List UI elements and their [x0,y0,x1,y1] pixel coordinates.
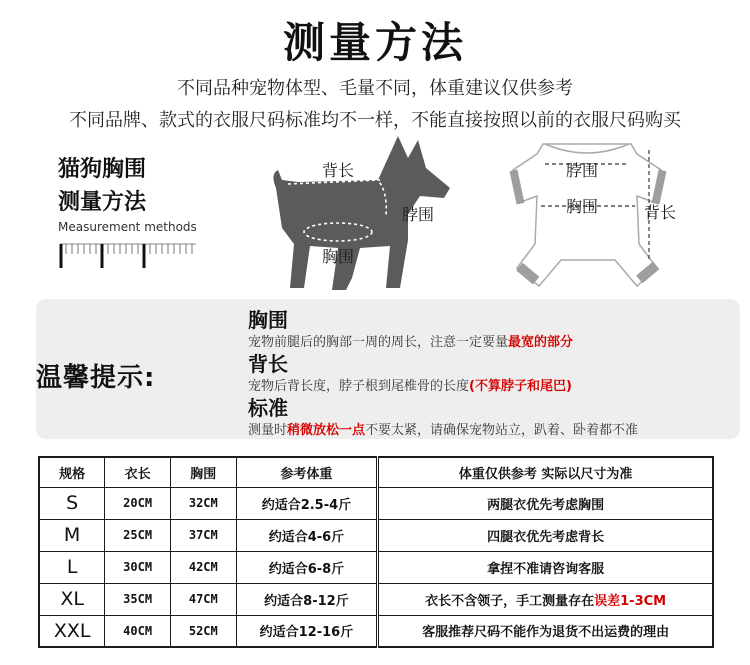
ruler-icon [58,240,198,270]
header-chest: 胸围 [170,457,236,487]
header-size: 规格 [39,457,105,487]
tip-back-heading: 背长 [248,352,288,376]
size-cell: M [39,519,105,551]
chest-cell: 37CM [170,519,236,551]
dog-chest-label: 胸围 [322,247,355,266]
measure-label-english: Measurement methods [58,220,197,234]
size-table [38,456,714,648]
dog-neck-label: 脖围 [402,205,435,224]
weight-cell: 约适合4-6斤 [236,519,378,551]
length-cell: 30CM [105,551,171,583]
subtitle-weight-note: 不同品种宠物体型、毛量不同，体重建议仅供参考 [177,78,573,99]
subtitle-brand-note: 不同品牌、款式的衣服尺码标准均不一样，不能直接按照以前的衣服尺码购买 [69,110,681,131]
shirt-back-label: 背长 [644,203,677,222]
note-cell: 客服推荐尺码不能作为退货不出运费的理由 [378,615,713,647]
header-length: 衣长 [105,457,171,487]
chest-cell: 52CM [170,615,236,647]
table-row [39,615,713,647]
tip-standard-heading: 标准 [248,396,288,420]
table-row [39,583,713,615]
table-row [39,519,713,551]
size-cell: S [39,487,105,519]
chest-cell: 42CM [170,551,236,583]
size-cell: XL [39,583,105,615]
table-header-row [39,457,713,487]
note-cell: 四腿衣优先考虑背长 [378,519,713,551]
size-cell: L [39,551,105,583]
shirt-chest-label: 胸围 [566,197,599,216]
note-cell: 拿捏不准请咨询客服 [378,551,713,583]
note-cell: 两腿衣优先考虑胸围 [378,487,713,519]
tip-standard-text: 测量时稍微放松一点不要太紧，请确保宠物站立，趴着、卧着都不准 [248,423,639,438]
weight-cell: 约适合8-12斤 [236,583,378,615]
length-cell: 40CM [105,615,171,647]
tip-back-text: 宠物后背长度，脖子根到尾椎骨的长度(不算脖子和尾巴) [248,379,572,394]
page-title: 测量方法 [282,18,467,67]
table-row [39,551,713,583]
note-highlight: 误差1-3CM [594,593,667,609]
weight-cell: 约适合12-16斤 [236,615,378,647]
tips-title: 温馨提示: [36,363,156,393]
measure-label-line2: 测量方法 [58,190,147,215]
tip-chest-heading: 胸围 [248,308,288,332]
tip-chest-text: 宠物前腿后的胸部一周的周长，注意一定要量最宽的部分 [248,335,574,350]
chest-cell: 32CM [170,487,236,519]
measure-label-line1: 猫狗胸围 [58,157,147,182]
table-row [39,487,713,519]
length-cell: 35CM [105,583,171,615]
dog-back-label: 背长 [322,161,355,180]
size-cell: XXL [39,615,105,647]
shirt-neck-label: 脖围 [566,161,599,180]
header-note: 体重仅供参考 实际以尺寸为准 [378,457,713,487]
tip-chest-highlight: 最宽的部分 [508,335,574,350]
length-cell: 20CM [105,487,171,519]
measure-label [58,152,197,234]
tip-standard-highlight: 稍微放松一点 [287,423,366,438]
tip-back-highlight: (不算脖子和尾巴) [469,379,572,394]
length-cell: 25CM [105,519,171,551]
header-weight: 参考体重 [236,457,378,487]
note-cell: 衣长不含领子，手工测量存在误差1-3CM [378,583,713,615]
weight-cell: 约适合2.5-4斤 [236,487,378,519]
weight-cell: 约适合6-8斤 [236,551,378,583]
chest-cell: 47CM [170,583,236,615]
